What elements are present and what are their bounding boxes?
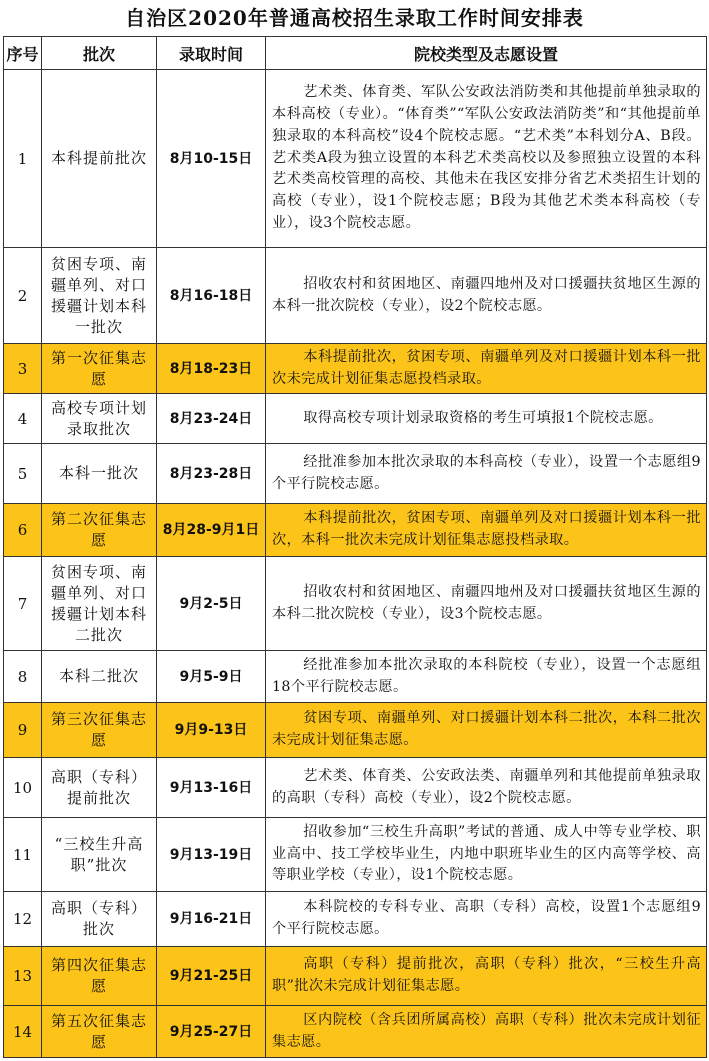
row-seq: 1 xyxy=(4,70,42,248)
header-desc: 院校类型及志愿设置 xyxy=(266,37,707,70)
table-row xyxy=(4,892,707,947)
table-row xyxy=(4,758,707,818)
row-seq: 4 xyxy=(4,394,42,444)
row-batch: “三校生升高职”批次 xyxy=(42,818,157,892)
row-seq: 6 xyxy=(4,504,42,557)
row-time: 8月16-18日 xyxy=(157,248,266,344)
row-time: 9月2-5日 xyxy=(157,557,266,651)
row-time: 9月16-21日 xyxy=(157,892,266,947)
row-desc: 贫困专项、南疆单列、对口援疆计划本科二批次，本科二批次未完成计划征集志愿。 xyxy=(266,703,707,758)
row-batch: 本科二批次 xyxy=(42,651,157,703)
header-time: 录取时间 xyxy=(157,37,266,70)
row-seq: 7 xyxy=(4,557,42,651)
table-row xyxy=(4,703,707,758)
row-batch: 贫困专项、南疆单列、对口援疆计划本科二批次 xyxy=(42,557,157,651)
row-seq: 2 xyxy=(4,248,42,344)
row-desc: 艺术类、体育类、军队公安政法消防类和其他提前单独录取的本科高校（专业）。“体育类”“军队公安政法消防类”和“其他提前单独录取的本科高校”设4个院校志愿。“艺术类”本科划分A、B段。艺术类A段为独立设置的本科艺术类高校以及参照独立设置的本科艺术类高校管理的高校、其他未在我区安排分省艺术类招生计划的高校（专业），设1个院校志愿；B段为其他艺术类本科高校（专业），设3个院校志愿。 xyxy=(266,70,707,248)
row-desc: 招收参加“三校生升高职”考试的普通、成人中等专业学校、职业高中、技工学校毕业生，内地中职班毕业生的区内高等学校、高等职业学校（专业），设1个院校志愿。 xyxy=(266,818,707,892)
row-seq: 10 xyxy=(4,758,42,818)
row-time: 8月23-28日 xyxy=(157,444,266,504)
row-time: 8月18-23日 xyxy=(157,344,266,394)
row-seq: 11 xyxy=(4,818,42,892)
table-row xyxy=(4,818,707,892)
row-desc: 艺术类、体育类、公安政法类、南疆单列和其他提前单独录取的高职（专科）高校（专业），设2个院校志愿。 xyxy=(266,758,707,818)
row-time: 9月25-27日 xyxy=(157,1006,266,1058)
row-desc: 经批准参加本批次录取的本科院校（专业），设置一个志愿组18个平行院校志愿。 xyxy=(266,651,707,703)
row-time: 9月21-25日 xyxy=(157,947,266,1006)
row-desc: 区内院校（含兵团所属高校）高职（专科）批次未完成计划征集志愿。 xyxy=(266,1006,707,1058)
row-seq: 13 xyxy=(4,947,42,1006)
row-seq: 9 xyxy=(4,703,42,758)
row-batch: 第四次征集志愿 xyxy=(42,947,157,1006)
row-time: 9月13-19日 xyxy=(157,818,266,892)
row-desc: 招收农村和贫困地区、南疆四地州及对口援疆扶贫地区生源的本科一批次院校（专业），设2个院校志愿。 xyxy=(266,248,707,344)
row-desc: 高职（专科）提前批次，高职（专科）批次，“三校生升高职”批次未完成计划征集志愿。 xyxy=(266,947,707,1006)
table-row xyxy=(4,70,707,248)
row-seq: 8 xyxy=(4,651,42,703)
table-row xyxy=(4,248,707,344)
row-seq: 14 xyxy=(4,1006,42,1058)
row-batch: 高职（专科）批次 xyxy=(42,892,157,947)
row-desc: 本科提前批次，贫困专项、南疆单列及对口援疆计划本科一批次未完成计划征集志愿投档录取。 xyxy=(266,344,707,394)
row-time: 9月13-16日 xyxy=(157,758,266,818)
row-batch: 高职（专科）提前批次 xyxy=(42,758,157,818)
table-row xyxy=(4,947,707,1006)
row-batch: 贫困专项、南疆单列、对口援疆计划本科一批次 xyxy=(42,248,157,344)
table-row xyxy=(4,444,707,504)
row-batch: 第一次征集志愿 xyxy=(42,344,157,394)
table-row xyxy=(4,394,707,444)
table-header-row xyxy=(4,37,707,70)
table-row xyxy=(4,557,707,651)
table-row xyxy=(4,1006,707,1058)
row-seq: 3 xyxy=(4,344,42,394)
header-seq: 序号 xyxy=(4,37,42,70)
page-title: 自治区2020年普通高校招生录取工作时间安排表 xyxy=(125,6,584,30)
row-desc: 本科院校的专科专业、高职（专科）高校，设置1个志愿组9个平行院校志愿。 xyxy=(266,892,707,947)
table-row xyxy=(4,344,707,394)
table-row xyxy=(4,504,707,557)
row-batch: 第五次征集志愿 xyxy=(42,1006,157,1058)
header-batch: 批次 xyxy=(42,37,157,70)
row-time: 8月23-24日 xyxy=(157,394,266,444)
row-batch: 第二次征集志愿 xyxy=(42,504,157,557)
row-batch: 本科一批次 xyxy=(42,444,157,504)
row-desc: 经批准参加本批次录取的本科高校（专业），设置一个志愿组9个平行院校志愿。 xyxy=(266,444,707,504)
table-row xyxy=(4,651,707,703)
row-batch: 第三次征集志愿 xyxy=(42,703,157,758)
row-desc: 招收农村和贫困地区、南疆四地州及对口援疆扶贫地区生源的本科二批次院校（专业），设3个院校志愿。 xyxy=(266,557,707,651)
row-seq: 12 xyxy=(4,892,42,947)
row-time: 8月10-15日 xyxy=(157,70,266,248)
row-seq: 5 xyxy=(4,444,42,504)
schedule-table xyxy=(3,36,707,1058)
row-time: 9月9-13日 xyxy=(157,703,266,758)
row-batch: 高校专项计划录取批次 xyxy=(42,394,157,444)
row-time: 9月5-9日 xyxy=(157,651,266,703)
row-desc: 本科提前批次，贫困专项、南疆单列及对口援疆计划本科一批次，本科一批次未完成计划征集志愿投档录取。 xyxy=(266,504,707,557)
row-desc: 取得高校专项计划录取资格的考生可填报1个院校志愿。 xyxy=(266,394,707,444)
row-time: 8月28-9月1日 xyxy=(157,504,266,557)
row-batch: 本科提前批次 xyxy=(42,70,157,248)
